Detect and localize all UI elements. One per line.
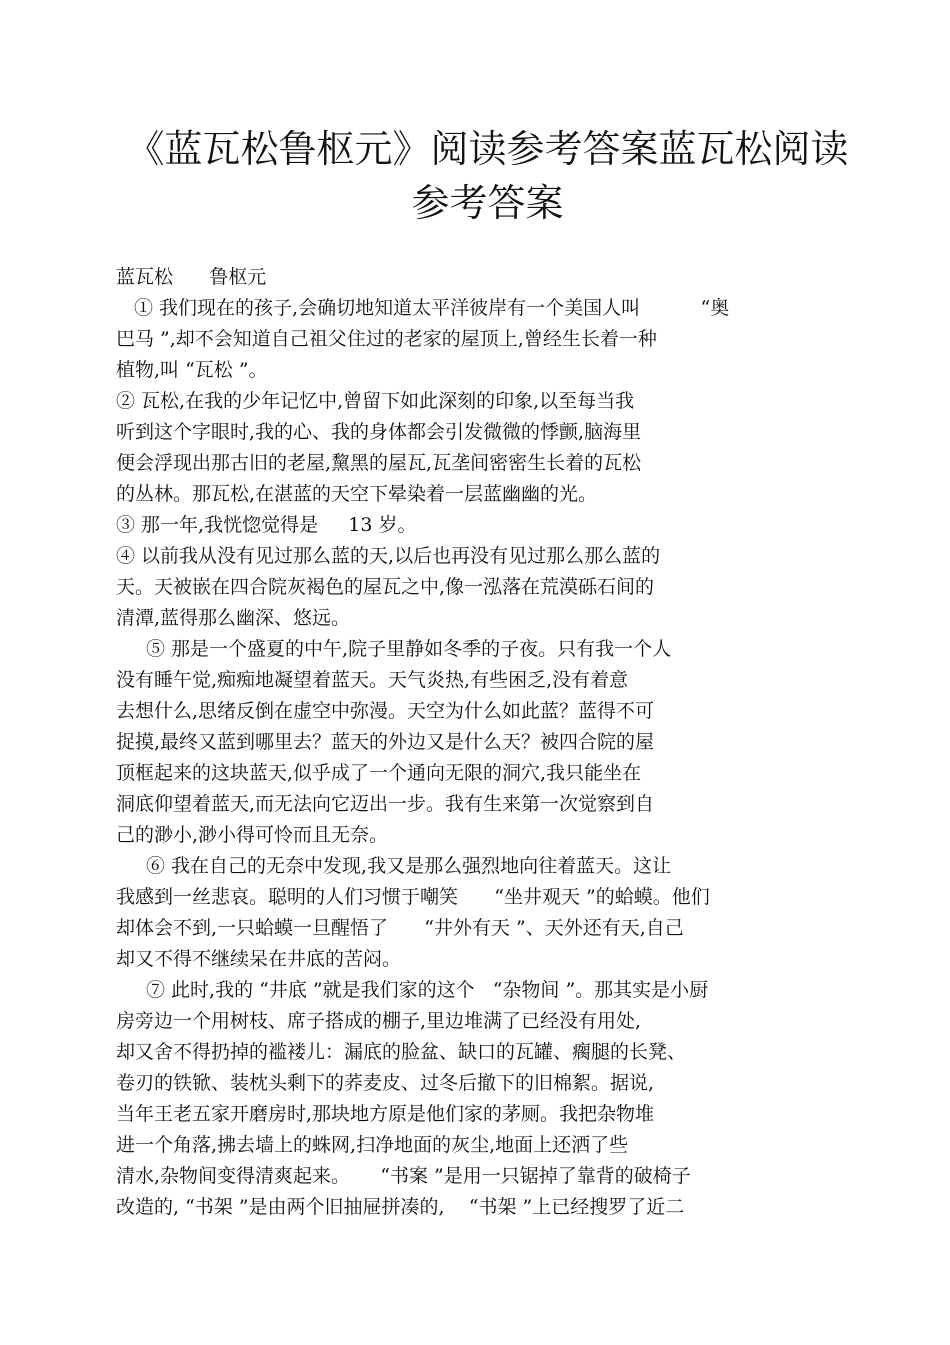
paragraph-line: 捉摸,最终又蓝到哪里去？蓝天的外边又是什么天？被四合院的屋 [116,731,655,753]
paragraph-line: ① 我们现在的孩子,会确切地知道太平洋彼岸有一个美国人叫 “奥 [134,297,730,319]
paragraph-line: ⑥ 我在自己的无奈中发现,我又是那么强烈地向往着蓝天。这让 [146,855,672,877]
paragraph-line: 房旁边一个用树枝、席子搭成的棚子,里边堆满了已经没有用处, [116,1010,642,1032]
paragraph-line: 清潭,蓝得那么幽深、悠远。 [116,607,351,629]
paragraph-line: ④ 以前我从没有见过那么蓝的天,以后也再没有见过那么那么蓝的 [116,545,661,567]
paragraph-line: 洞底仰望着蓝天,而无法向它迈出一步。我有生来第一次觉察到自 [116,793,655,815]
document-title-line-2: 参考答案 [411,181,564,225]
paragraph-line: 听到这个字眼时,我的心、我的身体都会引发微微的悸颤,脑海里 [116,421,642,443]
paragraph-line: 便会浮现出那古旧的老屋,黧黑的屋瓦,瓦垄间密密生长着的瓦松 [116,452,642,474]
paragraph-line: 去想什么,思绪反倒在虚空中弥漫。天空为什么如此蓝？蓝得不可 [116,700,655,722]
paragraph-line: 却体会不到,一只蛤蟆一旦醒悟了 “井外有天 ”、天外还有天,自己 [116,917,684,939]
paragraph-line: ⑤ 那是一个盛夏的中午,院子里静如冬季的子夜。只有我一个人 [146,638,672,660]
paragraph-line: 巴马 ”,却不会知道自己祖父住过的老家的屋顶上,曾经生长着一种 [116,328,657,350]
paragraph-line: ② 瓦松,在我的少年记忆中,曾留下如此深刻的印象,以至每当我 [116,390,635,412]
paragraph-line: ⑦ 此时,我的 “井底 ”就是我们家的这个 “杂物间 ”。那其实是小厨 [146,979,709,1001]
paragraph-line: 当年王老五家开磨房时,那块地方原是他们家的茅厕。我把杂物堆 [116,1103,655,1125]
paragraph-line: 没有睡午觉,痴痴地凝望着蓝天。天气炎热,有些困乏,没有着意 [116,669,629,691]
paragraph-line: ③ 那一年,我恍惚觉得是 13 岁。 [116,514,417,536]
paragraph-line: 我感到一丝悲哀。聪明的人们习惯于嘲笑 “坐井观天 ”的蛤蟆。他们 [116,886,710,908]
paragraph-line: 的丛林。那瓦松,在湛蓝的天空下晕染着一层蓝幽幽的光。 [116,483,598,505]
paragraph-line: 清水,杂物间变得清爽起来。 “书案 ”是用一只锯掉了靠背的破椅子 [116,1165,691,1187]
paragraph-line: 植物,叫 “瓦松 ”。 [116,359,268,381]
document-body [116,264,816,1225]
paragraph-line: 顶框起来的这块蓝天,似乎成了一个通向无限的洞穴,我只能坐在 [116,762,642,784]
paragraph-line: 己的渺小,渺小得可怜而且无奈。 [116,824,389,846]
paragraph-line: 进一个角落,拂去墙上的蛛网,扫净地面的灰尘,地面上还洒了些 [116,1134,629,1156]
paragraph-line: 却又不得不继续呆在井底的苦闷。 [116,948,402,970]
paragraph-line: 改造的, “书架 ”是由两个旧抽屉拼凑的, “书架 ”上已经搜罗了近二 [116,1196,685,1218]
document-title-line-1: 《蓝瓦松鲁枢元》阅读参考答案蓝瓦松阅读 [126,127,849,171]
paragraph-line: 天。天被嵌在四合院灰褐色的屋瓦之中,像一泓落在荒漠砾石间的 [116,576,655,598]
paragraph-line: 却又舍不得扔掉的褴褛儿：漏底的脸盆、缺口的瓦罐、瘸腿的长凳、 [116,1041,687,1063]
paragraph-line: 卷刃的铁锨、装枕头剩下的荞麦皮、过冬后撤下的旧棉絮。据说, [116,1072,655,1094]
article-byline: 蓝瓦松 鲁枢元 [116,266,267,288]
